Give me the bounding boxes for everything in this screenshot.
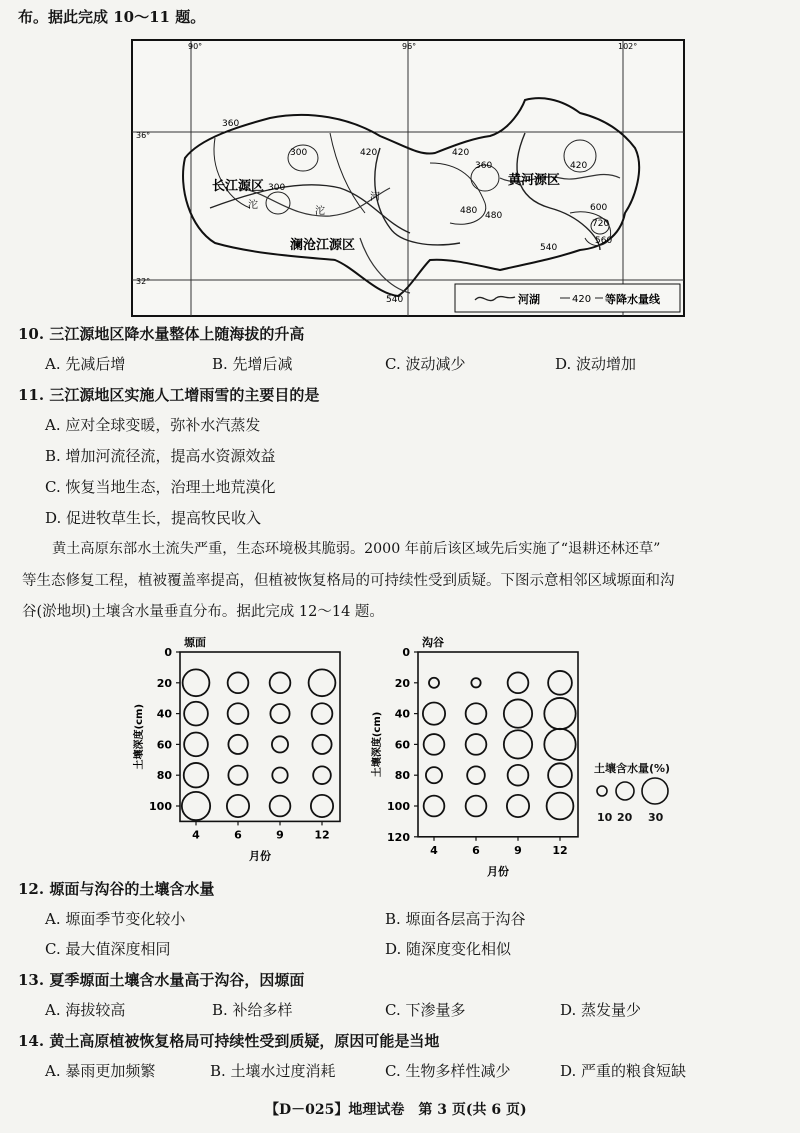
q14-option-b[interactable]: B. 土壤水过度消耗 [210,1062,336,1080]
bubble-yuanmian-d80-m12 [313,766,331,784]
svg-text:沱: 沱 [248,200,258,211]
q10-option-b[interactable]: B. 先增后减 [212,355,293,373]
passage-line-3: 谷(淤地坝)土壤含水量垂直分布。据此完成 12～14 题。 [22,604,384,620]
bubble-gougu-d100-m4 [424,796,445,817]
q13-option-a[interactable]: A. 海拔较高 [45,1001,126,1019]
y-tick-label-yuanmian: 0 [164,646,172,659]
x-tick-label-yuanmian: 9 [276,828,284,842]
size-legend-circles [590,775,680,810]
svg-text:沱: 沱 [315,206,325,217]
size-legend-20 [616,782,634,800]
page-footer: 【D－025】地理试卷 第 3 页(共 6 页) [265,1102,527,1118]
passage-line-2: 等生态修复工程，植被覆盖率提高，但植被恢复格局的可持续性受到质疑。下图示意相邻区域塬面和沟 [22,573,675,589]
q12-stem: 12. 塬面与沟谷的土壤含水量 [18,880,215,898]
bubble-yuanmian-d20-m9 [270,672,291,693]
bubble-gougu-d40-m6 [466,703,487,724]
q13-option-c[interactable]: C. 下渗量多 [385,1001,466,1019]
q11-option-b[interactable]: B. 增加河流径流，提高水资源效益 [45,447,276,465]
svg-text:300: 300 [268,183,286,193]
q10-stem: 10. 三江源地区降水量整体上随海拔的升高 [18,325,305,343]
x-tick-label-gougu: 9 [514,843,522,857]
x-tick-label-gougu: 6 [472,843,480,857]
bubble-gougu-d80-m6 [467,766,485,784]
size-legend-title: 土壤含水量(%) [594,762,671,775]
q11-option-d[interactable]: D. 促进牧草生长，提高牧民收入 [45,509,262,527]
bubble-gougu-d40-m9 [504,699,532,727]
svg-text:420: 420 [572,294,592,305]
region-label-lancang: 澜沧江源区 [290,238,356,253]
bubble-yuanmian-d80-m6 [228,766,247,785]
svg-text:720: 720 [592,219,610,229]
y-tick-label-yuanmian: 40 [156,707,172,721]
bubble-gougu-d80-m4 [426,767,442,783]
x-tick-label-gougu: 12 [552,843,568,857]
bubble-yuanmian-d100-m12 [311,795,333,817]
bubble-yuanmian-d100-m9 [270,796,291,817]
bubble-gougu-d100-m6 [466,796,487,817]
q14-option-a[interactable]: A. 暴雨更加频繁 [45,1062,156,1080]
bubble-gougu-d80-m12 [548,763,572,787]
svg-text:420: 420 [452,148,470,158]
bubble-yuanmian-d20-m12 [309,669,336,696]
size-legend-label-20: 20 [617,811,633,824]
size-legend-30 [642,778,668,804]
size-legend-10 [597,786,607,796]
x-tick-label-yuanmian: 6 [234,828,242,842]
y-tick-label-gougu: 80 [394,769,410,783]
svg-text:480: 480 [460,206,478,216]
bubble-gougu-d20-m9 [508,672,529,693]
svg-text:560: 560 [595,236,613,246]
y-tick-label-gougu: 120 [387,830,410,844]
q13-option-d[interactable]: D. 蒸发量少 [560,1001,642,1019]
y-tick-label-yuanmian: 80 [156,769,172,783]
svg-text:420: 420 [360,148,378,158]
bubble-yuanmian-d60-m12 [312,735,331,754]
q13-stem: 13. 夏季塬面土壤含水量高于沟谷，因塬面 [18,971,305,989]
lon-label-102: 102° [618,42,638,51]
q12-option-c[interactable]: C. 最大值深度相同 [45,940,171,958]
y-tick-label-yuanmian: 100 [149,800,172,813]
y-axis-label-gougu: 土壤深度(cm) [372,711,383,778]
size-legend-label-10: 10 [597,811,613,824]
bubble-yuanmian-d20-m6 [228,672,249,693]
x-tick-label-gougu: 4 [430,843,438,857]
bubble-gougu-d40-m4 [423,702,445,724]
q12-option-a[interactable]: A. 塬面季节变化较小 [45,910,186,928]
bubble-yuanmian-d60-m6 [228,735,247,754]
bubble-yuanmian-d100-m6 [227,795,249,817]
svg-text:540: 540 [540,243,558,253]
lat-label-32: 32° [136,277,151,286]
y-tick-label-gougu: 100 [387,800,410,813]
three-rivers-map [130,38,686,320]
q10-option-c[interactable]: C. 波动减少 [385,355,466,373]
svg-text:300: 300 [290,148,308,158]
bubble-yuanmian-d80-m9 [272,768,287,783]
svg-text:420: 420 [570,161,588,171]
lon-label-90: 90° [188,42,203,51]
y-tick-label-gougu: 40 [394,707,410,721]
chart-title-yuanmian: 塬面 [184,636,206,649]
q12-option-d[interactable]: D. 随深度变化相似 [385,940,512,958]
passage-line-1: 黄土高原东部水土流失严重，生态环境极其脆弱。2000 年前后该区域先后实施了“退耕还林还草” [52,541,661,557]
bubble-gougu-d40-m12 [544,698,575,729]
q14-option-c[interactable]: C. 生物多样性减少 [385,1062,511,1080]
bubble-yuanmian-d60-m4 [184,733,208,757]
chart-title-gougu: 沟谷 [422,636,444,649]
bubble-gougu-d60-m9 [504,730,532,758]
q14-stem: 14. 黄土高原植被恢复格局可持续性受到质疑，原因可能是当地 [18,1032,440,1050]
q11-option-a[interactable]: A. 应对全球变暖，弥补水汽蒸发 [45,416,261,434]
bubble-gougu-d20-m6 [471,678,480,687]
x-axis-label-yuanmian: 月份 [249,849,271,863]
y-tick-label-gougu: 20 [394,676,410,690]
svg-text:360: 360 [222,119,240,129]
q11-stem: 11. 三江源地区实施人工增雨雪的主要目的是 [18,386,320,404]
region-label-yellow: 黄河源区 [508,173,561,188]
bubble-gougu-d100-m12 [547,793,574,820]
svg-text:480: 480 [485,211,503,221]
q12-option-b[interactable]: B. 塬面各层高于沟谷 [385,910,526,928]
plot-frame-gougu [418,652,578,837]
soil-moisture-charts [0,630,800,880]
region-label-yangtze: 长江源区 [212,179,265,194]
q11-option-c[interactable]: C. 恢复当地生态，治理土地荒漠化 [45,478,276,496]
y-tick-label-gougu: 60 [394,738,410,752]
legend-river-label: 河湖 [518,293,540,306]
bubble-gougu-d60-m6 [466,734,487,755]
bubble-gougu-d20-m4 [429,678,439,688]
bubble-gougu-d80-m9 [508,765,529,786]
lon-label-96: 96° [402,42,417,51]
y-tick-label-gougu: 0 [402,646,410,659]
bubble-gougu-d20-m12 [548,671,572,695]
intro-text: 布。据此完成 10～11 题。 [18,8,206,26]
y-tick-label-yuanmian: 20 [156,676,172,690]
svg-text:360: 360 [475,161,493,171]
y-tick-label-yuanmian: 60 [156,738,172,752]
bubble-yuanmian-d40-m6 [228,703,249,724]
lat-label-36: 36° [136,131,151,140]
x-tick-label-yuanmian: 4 [192,828,200,842]
q13-option-b[interactable]: B. 补给多样 [212,1001,293,1019]
bubble-yuanmian-d40-m4 [184,702,208,726]
bubble-gougu-d60-m12 [544,729,575,760]
bubble-yuanmian-d80-m4 [184,763,209,788]
svg-text:540: 540 [386,295,404,305]
bubble-yuanmian-d40-m9 [270,704,289,723]
bubble-yuanmian-d40-m12 [312,703,333,724]
bubble-yuanmian-d20-m4 [183,669,210,696]
q10-option-a[interactable]: A. 先减后增 [45,355,126,373]
x-tick-label-yuanmian: 12 [314,828,330,842]
size-legend-label-30: 30 [648,811,664,824]
q14-option-d[interactable]: D. 严重的粮食短缺 [560,1062,687,1080]
bubble-yuanmian-d100-m4 [182,792,210,820]
y-axis-label-yuanmian: 土壤深度(cm) [134,703,145,770]
svg-text:600: 600 [590,203,608,213]
svg-text:河: 河 [370,192,380,203]
map-legend [455,284,680,312]
bubble-gougu-d60-m4 [424,734,445,755]
x-axis-label-gougu: 月份 [487,864,509,878]
bubble-gougu-d100-m9 [507,795,529,817]
legend-contour-label: 等降水量线 [605,293,660,306]
bubble-yuanmian-d60-m9 [272,736,288,752]
q10-option-d[interactable]: D. 波动增加 [555,355,637,373]
